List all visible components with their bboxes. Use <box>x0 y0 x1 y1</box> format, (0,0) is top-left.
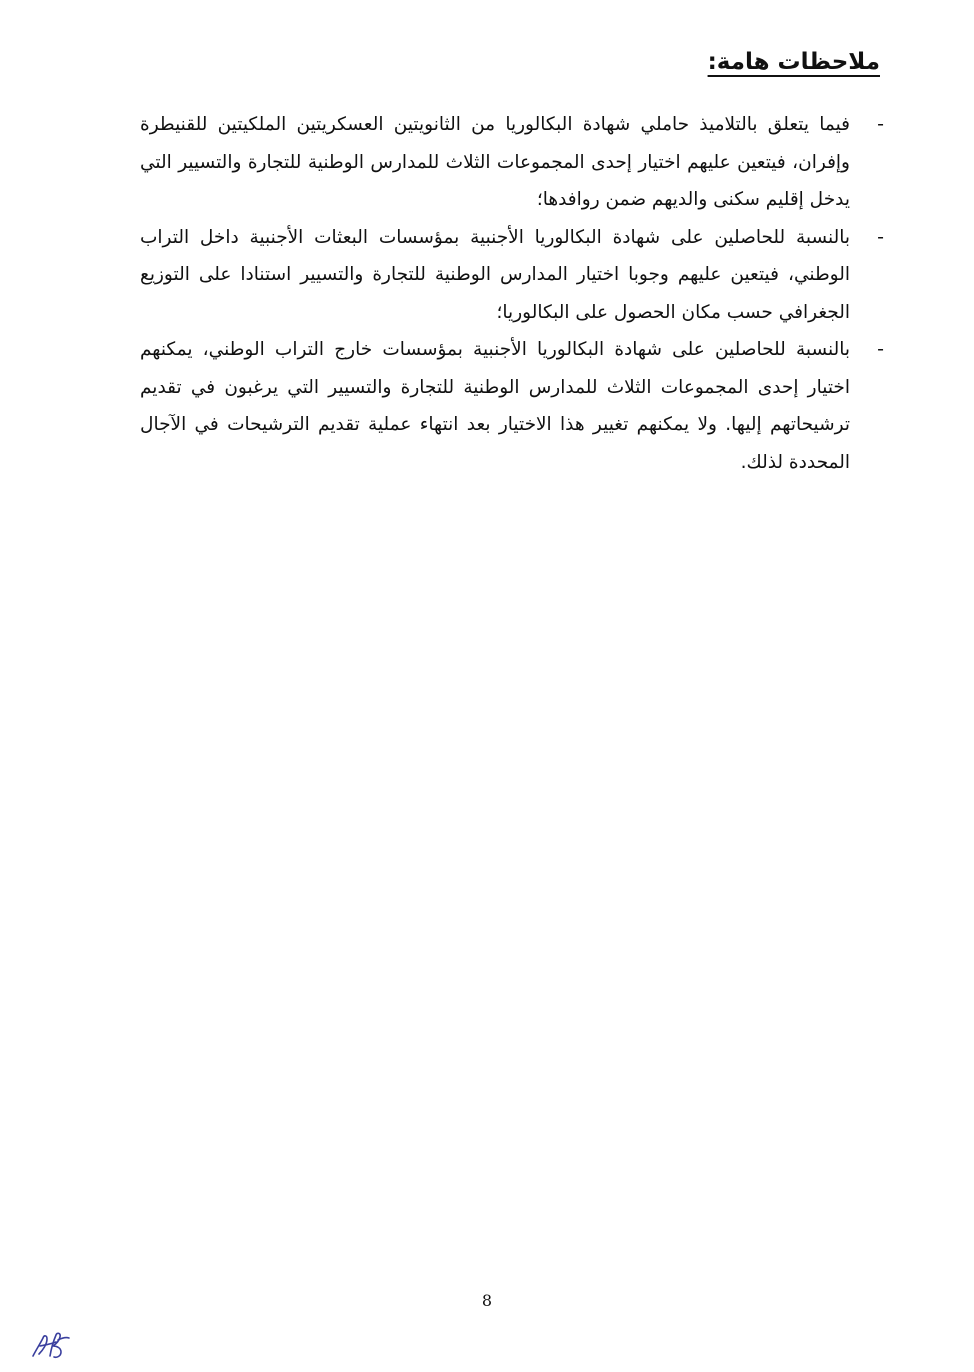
note-bullet: - <box>877 338 884 360</box>
note-text: بالنسبة للحاصلين على شهادة البكالوريا الأجنبية بمؤسسات خارج التراب الوطني، يمكنهم اختيار إحدى المجموعات الثلاث للمدارس الوطنية للتجارة والتسيير التي يرغبون في تقديم ترشيحاتهم إليها. ولا يمكنهم تغيير هذا الاختيار بعد انتهاء عملية تقديم الترشيحات في الآجال المحددة لذلك. <box>140 339 850 473</box>
note-text: بالنسبة للحاصلين على شهادة البكالوريا الأجنبية بمؤسسات البعثات الأجنبية داخل التراب الوطني، فيتعين عليهم وجوبا اختيار المدارس الوطنية للتجارة والتسيير استنادا على التوزيع الجغرافي حسب مكان الحصول على البكالوريا؛ <box>140 226 850 323</box>
note-item-2 <box>140 219 884 332</box>
signature-strokes <box>33 1333 69 1357</box>
page-number: 8 <box>481 1291 493 1310</box>
notes-list <box>140 106 884 481</box>
handwritten-initials-signature <box>28 1326 72 1364</box>
note-bullet: - <box>877 113 884 135</box>
notes-heading: ملاحظات هامة: <box>707 49 880 75</box>
note-text: فيما يتعلق بالتلاميذ حاملي شهادة البكالوريا من الثانويتين العسكريتين الملكيتين للقنيطرة وإفران، فيتعين عليهم اختيار إحدى المجموعات الثلاث للمدارس الوطنية للتجارة والتسيير التي يدخل إقليم سكنى والديهم ضمن روافدها؛ <box>140 114 850 210</box>
note-item-1 <box>140 106 884 219</box>
note-bullet: - <box>877 225 884 248</box>
note-item-3 <box>140 331 884 481</box>
